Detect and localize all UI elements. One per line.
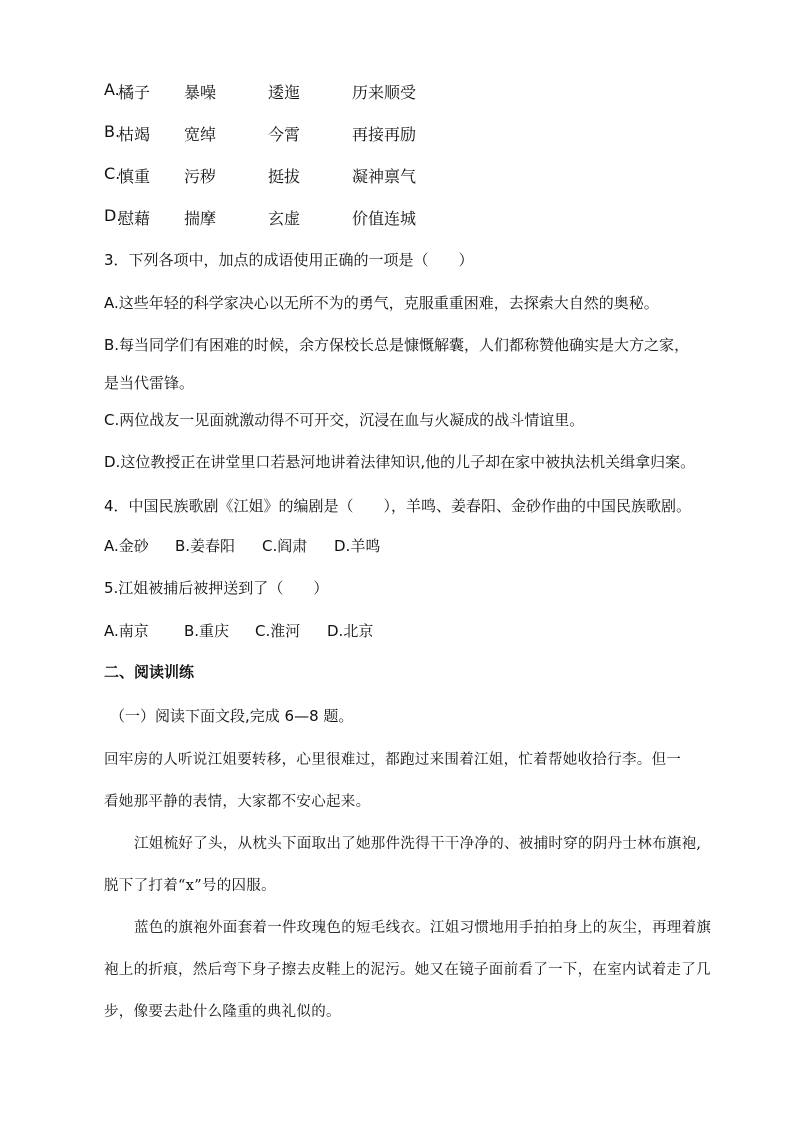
q4-stem: 4．中国民族歌剧《江姐》的编剧是（ ），羊鸣、姜春阳、金砂作曲的中国民族歌剧。 — [104, 497, 692, 515]
section-heading: 二、阅读训练 — [104, 663, 195, 681]
q2-word: 玄虚 — [268, 209, 301, 228]
q3-option-a: A.这些年轻的科学家决心以无所不为的勇气，克服重重困难，去探索大自然的奥秘。 — [104, 294, 659, 312]
q4-option: A.金砂 — [104, 537, 149, 555]
q5-option: B.重庆 — [184, 622, 230, 640]
passage-p3-line2: 袍上的折痕，然后弯下身子擦去皮鞋上的泥污。她又在镜子面前看了一下，在室内试着走了几 — [104, 962, 711, 978]
q2-word: 逶迤 — [268, 83, 301, 102]
passage-p2-line1: 江姐梳好了头，从枕头下面取出了她那件洗得干干净净的、被捕时穿的阴丹士林布旗袍, — [134, 836, 702, 852]
q2-word: 慎重 — [118, 167, 151, 186]
q3-stem: 3．下列各项中，加点的成语使用正确的一项是（ ） — [104, 251, 474, 269]
q4-option: C.阎肃 — [262, 537, 308, 555]
q2-word: 价值连城 — [352, 209, 417, 228]
q2-word: 今霄 — [268, 125, 301, 144]
q2-word: 宽绰 — [184, 125, 217, 144]
passage-p2-line2: 脱下了打着“x”号的囚服。 — [104, 878, 276, 894]
q3-option-b-continued: 是当代雷锋。 — [104, 374, 195, 392]
q4-option: D.羊鸣 — [334, 537, 381, 555]
q5-option: C.淮河 — [255, 622, 301, 640]
passage-p1-line2: 看她那平静的表情，大家都不安心起来。 — [104, 794, 371, 810]
q2-word: 慰藉 — [118, 209, 151, 228]
q5-stem: 5.江姐被捕后被押送到了（ ） — [104, 579, 329, 597]
q2-word: 揣摩 — [184, 209, 217, 228]
q2-word: 挺拔 — [268, 167, 301, 186]
q5-option: A.南京 — [104, 622, 149, 640]
q3-option-c: C.两位战友一见面就激动得不可开交，沉浸在血与火凝成的战斗情谊里。 — [104, 411, 585, 429]
q3-option-d: D.这位教授正在讲堂里口若悬河地讲着法律知识,他的儿子却在家中被执法机关缉拿归案。 — [104, 453, 696, 471]
passage-p3-line3: 步，像要去赴什么隆重的典礼似的。 — [104, 1004, 341, 1020]
q2-word: 暴噪 — [184, 83, 217, 102]
q2-option-label: B. — [104, 122, 121, 141]
q3-option-b: B.每当同学们有困难的时候，余方保校长总是慷慨解囊，人们都称赞他确实是大方之家， — [104, 336, 690, 354]
q4-option: B.姜春阳 — [175, 537, 236, 555]
passage-p3-line1: 蓝色的旗袍外面套着一件玫瑰色的短毛线衣。江姐习惯地用手拍拍身上的灰尘，再理着旗 — [134, 920, 712, 936]
q2-word: 枯竭 — [118, 125, 151, 144]
q2-word: 污秽 — [184, 167, 217, 186]
q2-word: 橘子 — [118, 83, 151, 102]
q2-word: 凝神禀气 — [352, 167, 417, 186]
q2-word: 再接再励 — [352, 125, 417, 144]
q5-option: D.北京 — [327, 622, 374, 640]
section-subheading: （一）阅读下面文段,完成 6—8 题。 — [110, 707, 354, 725]
q2-word: 历来顺受 — [352, 83, 417, 102]
q2-option-label: A. — [104, 80, 120, 99]
q2-option-label: D. — [104, 206, 122, 225]
passage-p1-line1: 回牢房的人听说江姐要转移，心里很难过，都跑过来围着江姐，忙着帮她收拾行李。但一 — [104, 752, 682, 768]
q2-option-label: C. — [104, 164, 121, 183]
